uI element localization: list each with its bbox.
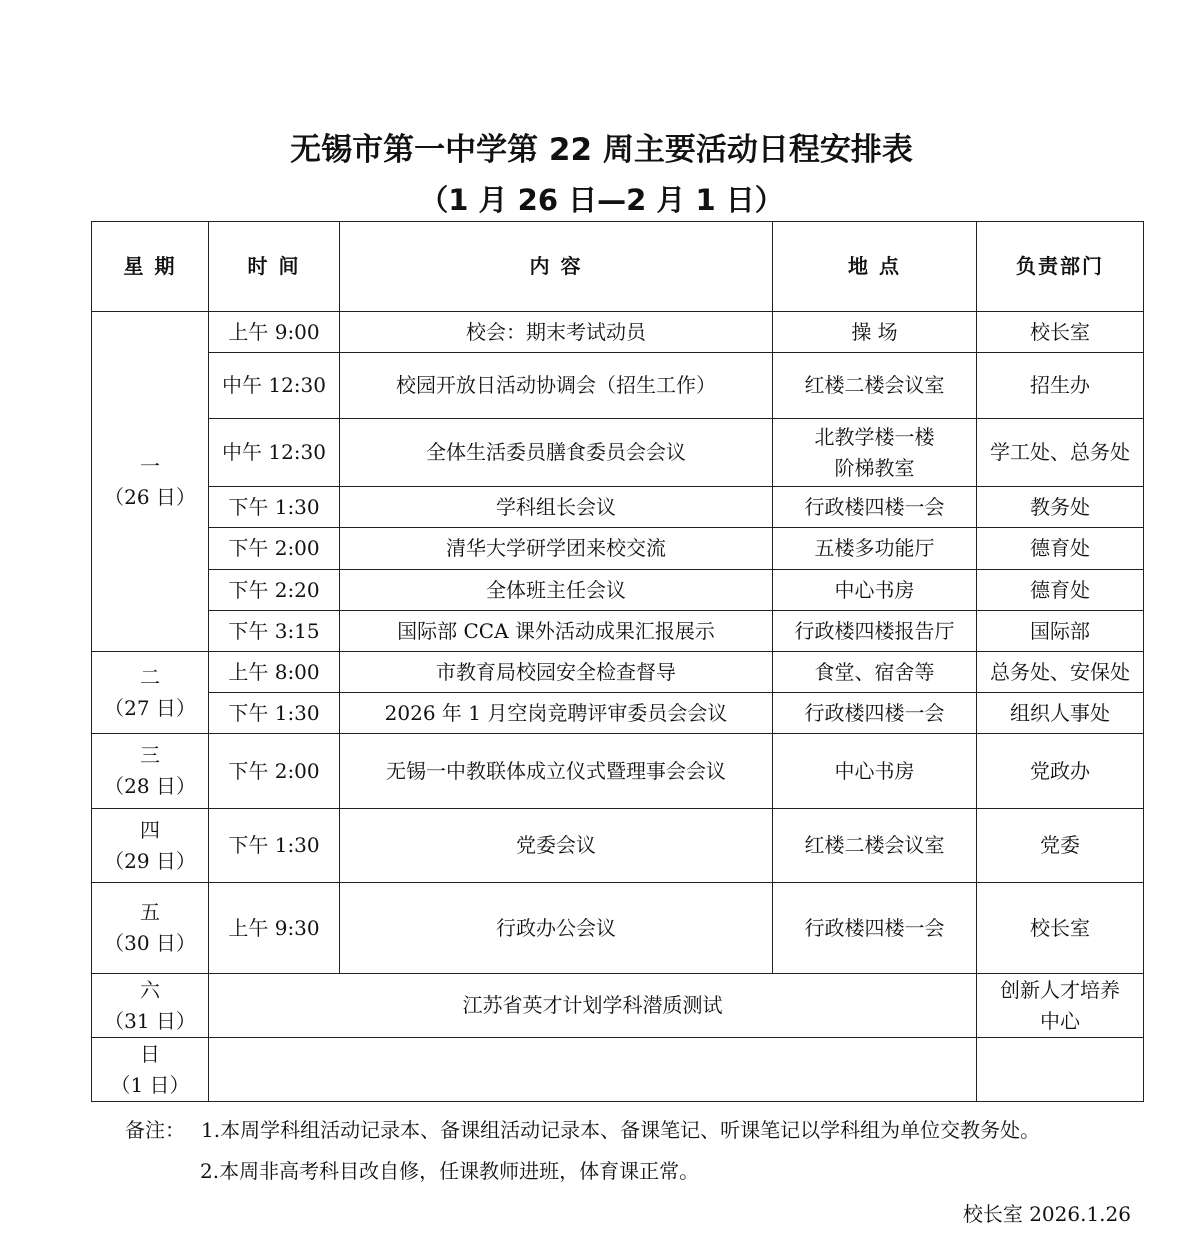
content-cell: 行政办公会议 bbox=[340, 883, 773, 974]
time-cell: 下午 1:30 bbox=[209, 693, 340, 734]
day-cell-mon bbox=[92, 312, 209, 652]
empty-cell bbox=[209, 1038, 977, 1102]
dept-cell: 党委 bbox=[977, 809, 1144, 883]
table-row bbox=[92, 883, 1144, 974]
dept-cell: 教务处 bbox=[977, 487, 1144, 528]
day-date: （1 日） bbox=[110, 1072, 190, 1097]
dept-cell: 党政办 bbox=[977, 734, 1144, 809]
place-cell: 五楼多功能厅 bbox=[773, 528, 977, 570]
table-row bbox=[92, 419, 1144, 487]
header-dept: 负责部门 bbox=[977, 222, 1144, 312]
content-cell: 党委会议 bbox=[340, 809, 773, 883]
table-row bbox=[92, 312, 1144, 353]
day-name: 四 bbox=[140, 817, 160, 842]
header-content: 内 容 bbox=[340, 222, 773, 312]
day-cell-tue bbox=[92, 652, 209, 734]
place-cell: 行政楼四楼报告厅 bbox=[773, 611, 977, 652]
place-line-2: 阶梯教室 bbox=[834, 455, 915, 480]
table-row bbox=[92, 353, 1144, 419]
page-title: 无锡市第一中学第 22 周主要活动日程安排表 bbox=[290, 132, 913, 168]
content-cell: 校会：期末考试动员 bbox=[340, 312, 773, 353]
time-cell: 下午 2:00 bbox=[209, 528, 340, 570]
table-row bbox=[92, 734, 1144, 809]
table-row bbox=[92, 652, 1144, 693]
header-place: 地 点 bbox=[773, 222, 977, 312]
dept-cell bbox=[977, 974, 1144, 1038]
day-date: （28 日） bbox=[104, 774, 196, 798]
place-cell: 中心书房 bbox=[773, 734, 977, 809]
day-date: （27 日） bbox=[104, 695, 196, 720]
day-name: 一 bbox=[140, 453, 160, 478]
dept-cell: 总务处、安保处 bbox=[977, 652, 1144, 693]
place-cell: 食堂、宿舍等 bbox=[773, 652, 977, 693]
table-row bbox=[92, 1038, 1144, 1102]
empty-cell bbox=[977, 1038, 1144, 1102]
day-name: 五 bbox=[140, 900, 160, 924]
dept-cell: 德育处 bbox=[977, 528, 1144, 570]
dept-cell: 国际部 bbox=[977, 611, 1144, 652]
content-cell: 全体生活委员膳食委员会会议 bbox=[340, 419, 773, 487]
time-cell: 下午 1:30 bbox=[209, 809, 340, 883]
place-cell: 红楼二楼会议室 bbox=[773, 353, 977, 419]
dept-cell: 校长室 bbox=[977, 883, 1144, 974]
place-cell: 红楼二楼会议室 bbox=[773, 809, 977, 883]
table-row bbox=[92, 693, 1144, 734]
time-cell: 下午 2:20 bbox=[209, 570, 340, 611]
header-day: 星 期 bbox=[92, 222, 209, 312]
content-cell: 清华大学研学团来校交流 bbox=[340, 528, 773, 570]
content-cell: 无锡一中教联体成立仪式暨理事会会议 bbox=[340, 734, 773, 809]
note-2: 2.本周非高考科目改自修，任课教师进班，体育课正常。 bbox=[200, 1159, 700, 1183]
content-cell: 学科组长会议 bbox=[340, 487, 773, 528]
day-date: （30 日） bbox=[104, 931, 196, 955]
header-time: 时 间 bbox=[209, 222, 340, 312]
content-cell: 全体班主任会议 bbox=[340, 570, 773, 611]
table-row bbox=[92, 611, 1144, 652]
dept-cell: 学工处、总务处 bbox=[977, 419, 1144, 487]
day-cell-sat bbox=[92, 974, 209, 1038]
note-1 bbox=[125, 1114, 1040, 1143]
place-cell: 行政楼四楼一会 bbox=[773, 883, 977, 974]
table-row bbox=[92, 487, 1144, 528]
dept-line-2: 中心 bbox=[1040, 1008, 1080, 1033]
table-row bbox=[92, 528, 1144, 570]
day-cell-thu bbox=[92, 809, 209, 883]
dept-cell: 组织人事处 bbox=[977, 693, 1144, 734]
place-cell: 中心书房 bbox=[773, 570, 977, 611]
day-date: （29 日） bbox=[104, 848, 196, 873]
table-header-row bbox=[92, 222, 1144, 312]
day-cell-sun bbox=[92, 1038, 209, 1102]
place-line-1: 北教学楼一楼 bbox=[814, 424, 935, 449]
content-cell: 国际部 CCA 课外活动成果汇报展示 bbox=[340, 611, 773, 652]
day-date: （26 日） bbox=[104, 484, 196, 509]
content-cell: 江苏省英才计划学科潜质测试 bbox=[209, 974, 977, 1038]
dept-cell: 德育处 bbox=[977, 570, 1144, 611]
time-cell: 中午 12:30 bbox=[209, 353, 340, 419]
table-row bbox=[92, 809, 1144, 883]
dept-cell: 校长室 bbox=[977, 312, 1144, 353]
schedule-table bbox=[91, 221, 1144, 1102]
page-subtitle: （1 月 26 日—2 月 1 日） bbox=[419, 183, 784, 217]
time-cell: 下午 1:30 bbox=[209, 487, 340, 528]
notes-label: 备注： bbox=[125, 1118, 185, 1142]
time-cell: 上午 9:00 bbox=[209, 312, 340, 353]
note-1-text: 1.本周学科组活动记录本、备课组活动记录本、备课笔记、听课笔记以学科组为单位交教务处。 bbox=[201, 1118, 1041, 1142]
time-cell: 中午 12:30 bbox=[209, 419, 340, 487]
day-cell-fri bbox=[92, 883, 209, 974]
table-row bbox=[92, 974, 1144, 1038]
place-cell: 行政楼四楼一会 bbox=[773, 487, 977, 528]
day-name: 二 bbox=[140, 664, 160, 689]
content-cell: 校园开放日活动协调会（招生工作） bbox=[340, 353, 773, 419]
time-cell: 上午 8:00 bbox=[209, 652, 340, 693]
place-cell: 操 场 bbox=[773, 312, 977, 353]
content-cell: 市教育局校园安全检查督导 bbox=[340, 652, 773, 693]
day-date: （31 日） bbox=[104, 1008, 196, 1033]
day-name: 日 bbox=[140, 1041, 160, 1066]
dept-line-1: 创新人才培养 bbox=[1000, 977, 1120, 1002]
dept-cell: 招生办 bbox=[977, 353, 1144, 419]
time-cell: 下午 3:15 bbox=[209, 611, 340, 652]
place-cell: 行政楼四楼一会 bbox=[773, 693, 977, 734]
day-cell-wed bbox=[92, 734, 209, 809]
place-cell bbox=[773, 419, 977, 487]
content-cell: 2026 年 1 月空岗竞聘评审委员会会议 bbox=[340, 693, 773, 734]
signature: 校长室 2026.1.26 bbox=[962, 1202, 1131, 1226]
table-row bbox=[92, 570, 1144, 611]
time-cell: 下午 2:00 bbox=[209, 734, 340, 809]
day-name: 六 bbox=[140, 977, 160, 1002]
day-name: 三 bbox=[140, 743, 160, 767]
time-cell: 上午 9:30 bbox=[209, 883, 340, 974]
